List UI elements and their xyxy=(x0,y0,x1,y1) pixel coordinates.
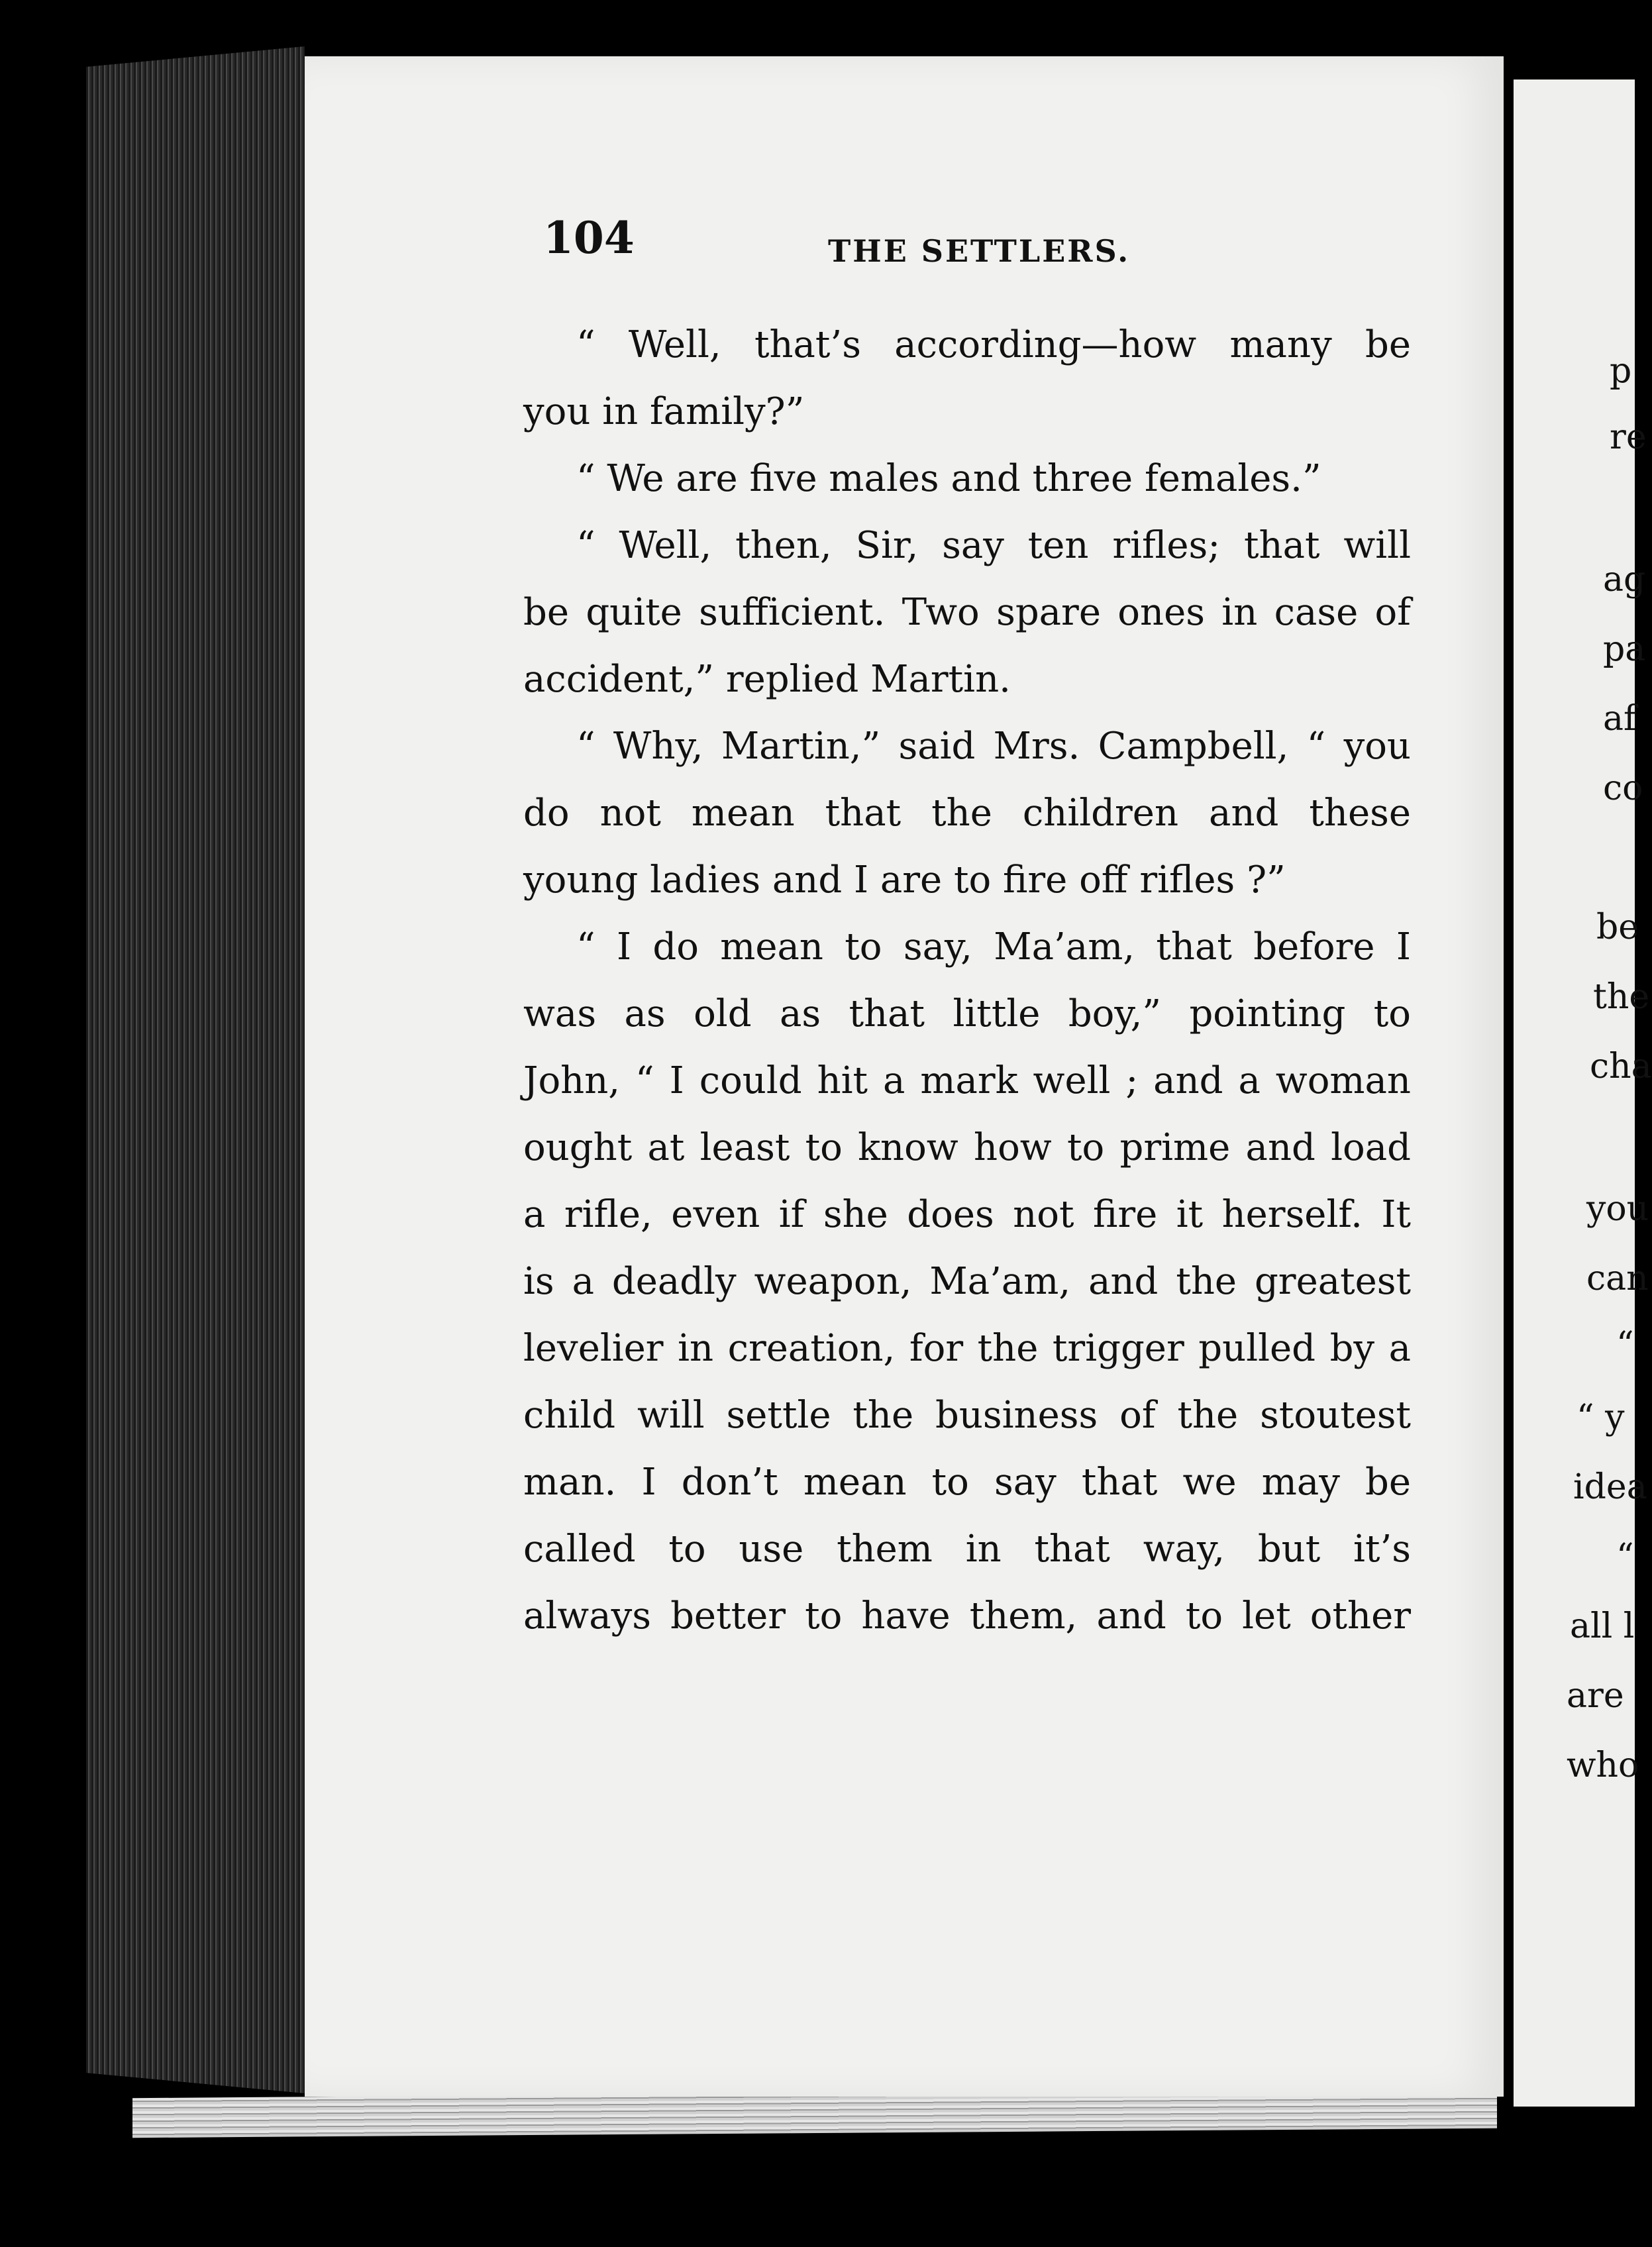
text-line: levelier in creation, for the trigger pulled by a xyxy=(523,1327,1411,1370)
text-line: “ Well, that’s according—how many be xyxy=(576,323,1411,366)
text-line: was as old as that little boy,” pointing to xyxy=(523,992,1411,1035)
facing-page-fragment: cha xyxy=(1590,1047,1652,1086)
facing-page-fragment: p xyxy=(1610,351,1632,391)
text-line: is a deadly weapon, Ma’am, and the greatest xyxy=(523,1260,1411,1303)
text-line: be quite sufficient. Two spare ones in case of xyxy=(523,591,1411,634)
facing-page-fragment: “ xyxy=(1616,1537,1634,1577)
text-line: “ Well, then, Sir, say ten rifles; that will xyxy=(576,524,1411,567)
text-line: ought at least to know how to prime and load xyxy=(523,1126,1411,1169)
running-head xyxy=(543,212,1484,285)
text-line: man. I don’t mean to say that we may be xyxy=(523,1461,1411,1504)
facing-page-fragment: are xyxy=(1567,1676,1624,1716)
facing-page-fragment: idea xyxy=(1573,1467,1647,1507)
running-title: THE SETTLERS. xyxy=(828,233,1131,269)
facing-page-fragment: af xyxy=(1603,699,1637,739)
facing-page-fragment: you xyxy=(1586,1189,1649,1229)
body-text xyxy=(523,311,1411,1649)
text-line: “ I do mean to say, Ma’am, that before I xyxy=(576,925,1411,968)
facing-page-fragment: “ xyxy=(1616,1325,1634,1365)
text-line: do not mean that the children and these xyxy=(523,792,1411,835)
text-line: a rifle, even if she does not fire it herself. It xyxy=(523,1193,1411,1236)
facing-page-fragment: the xyxy=(1593,977,1650,1017)
page-number: 104 xyxy=(543,212,635,264)
text-line: you in family?” xyxy=(523,390,805,433)
facing-page-fragment: be xyxy=(1596,908,1639,947)
text-line: child will settle the business of the stoutest xyxy=(523,1394,1411,1437)
text-line: John, “ I could hit a mark well ; and a woman xyxy=(523,1059,1411,1102)
facing-page-fragment: can xyxy=(1586,1259,1649,1298)
facing-page-fragment: all l xyxy=(1570,1606,1635,1646)
text-line: “ We are five males and three females.” xyxy=(576,457,1321,500)
facing-page-fragment: who xyxy=(1567,1746,1639,1785)
facing-page-fragment: pa xyxy=(1603,629,1646,669)
facing-page-fragment: ag xyxy=(1603,560,1646,600)
text-line: accident,” replied Martin. xyxy=(523,658,1011,701)
facing-page-fragment: “ y xyxy=(1576,1398,1625,1437)
text-line: “ Why, Martin,” said Mrs. Campbell, “ you xyxy=(576,725,1411,768)
text-line: called to use them in that way, but it’s xyxy=(523,1528,1411,1571)
text-line: always better to have them, and to let other xyxy=(523,1594,1411,1638)
text-line: young ladies and I are to fire off rifles ?” xyxy=(523,859,1286,902)
facing-page-fragment: re xyxy=(1610,417,1647,457)
page-edge-stack xyxy=(86,46,305,2093)
facing-page-fragment: co xyxy=(1603,768,1643,808)
